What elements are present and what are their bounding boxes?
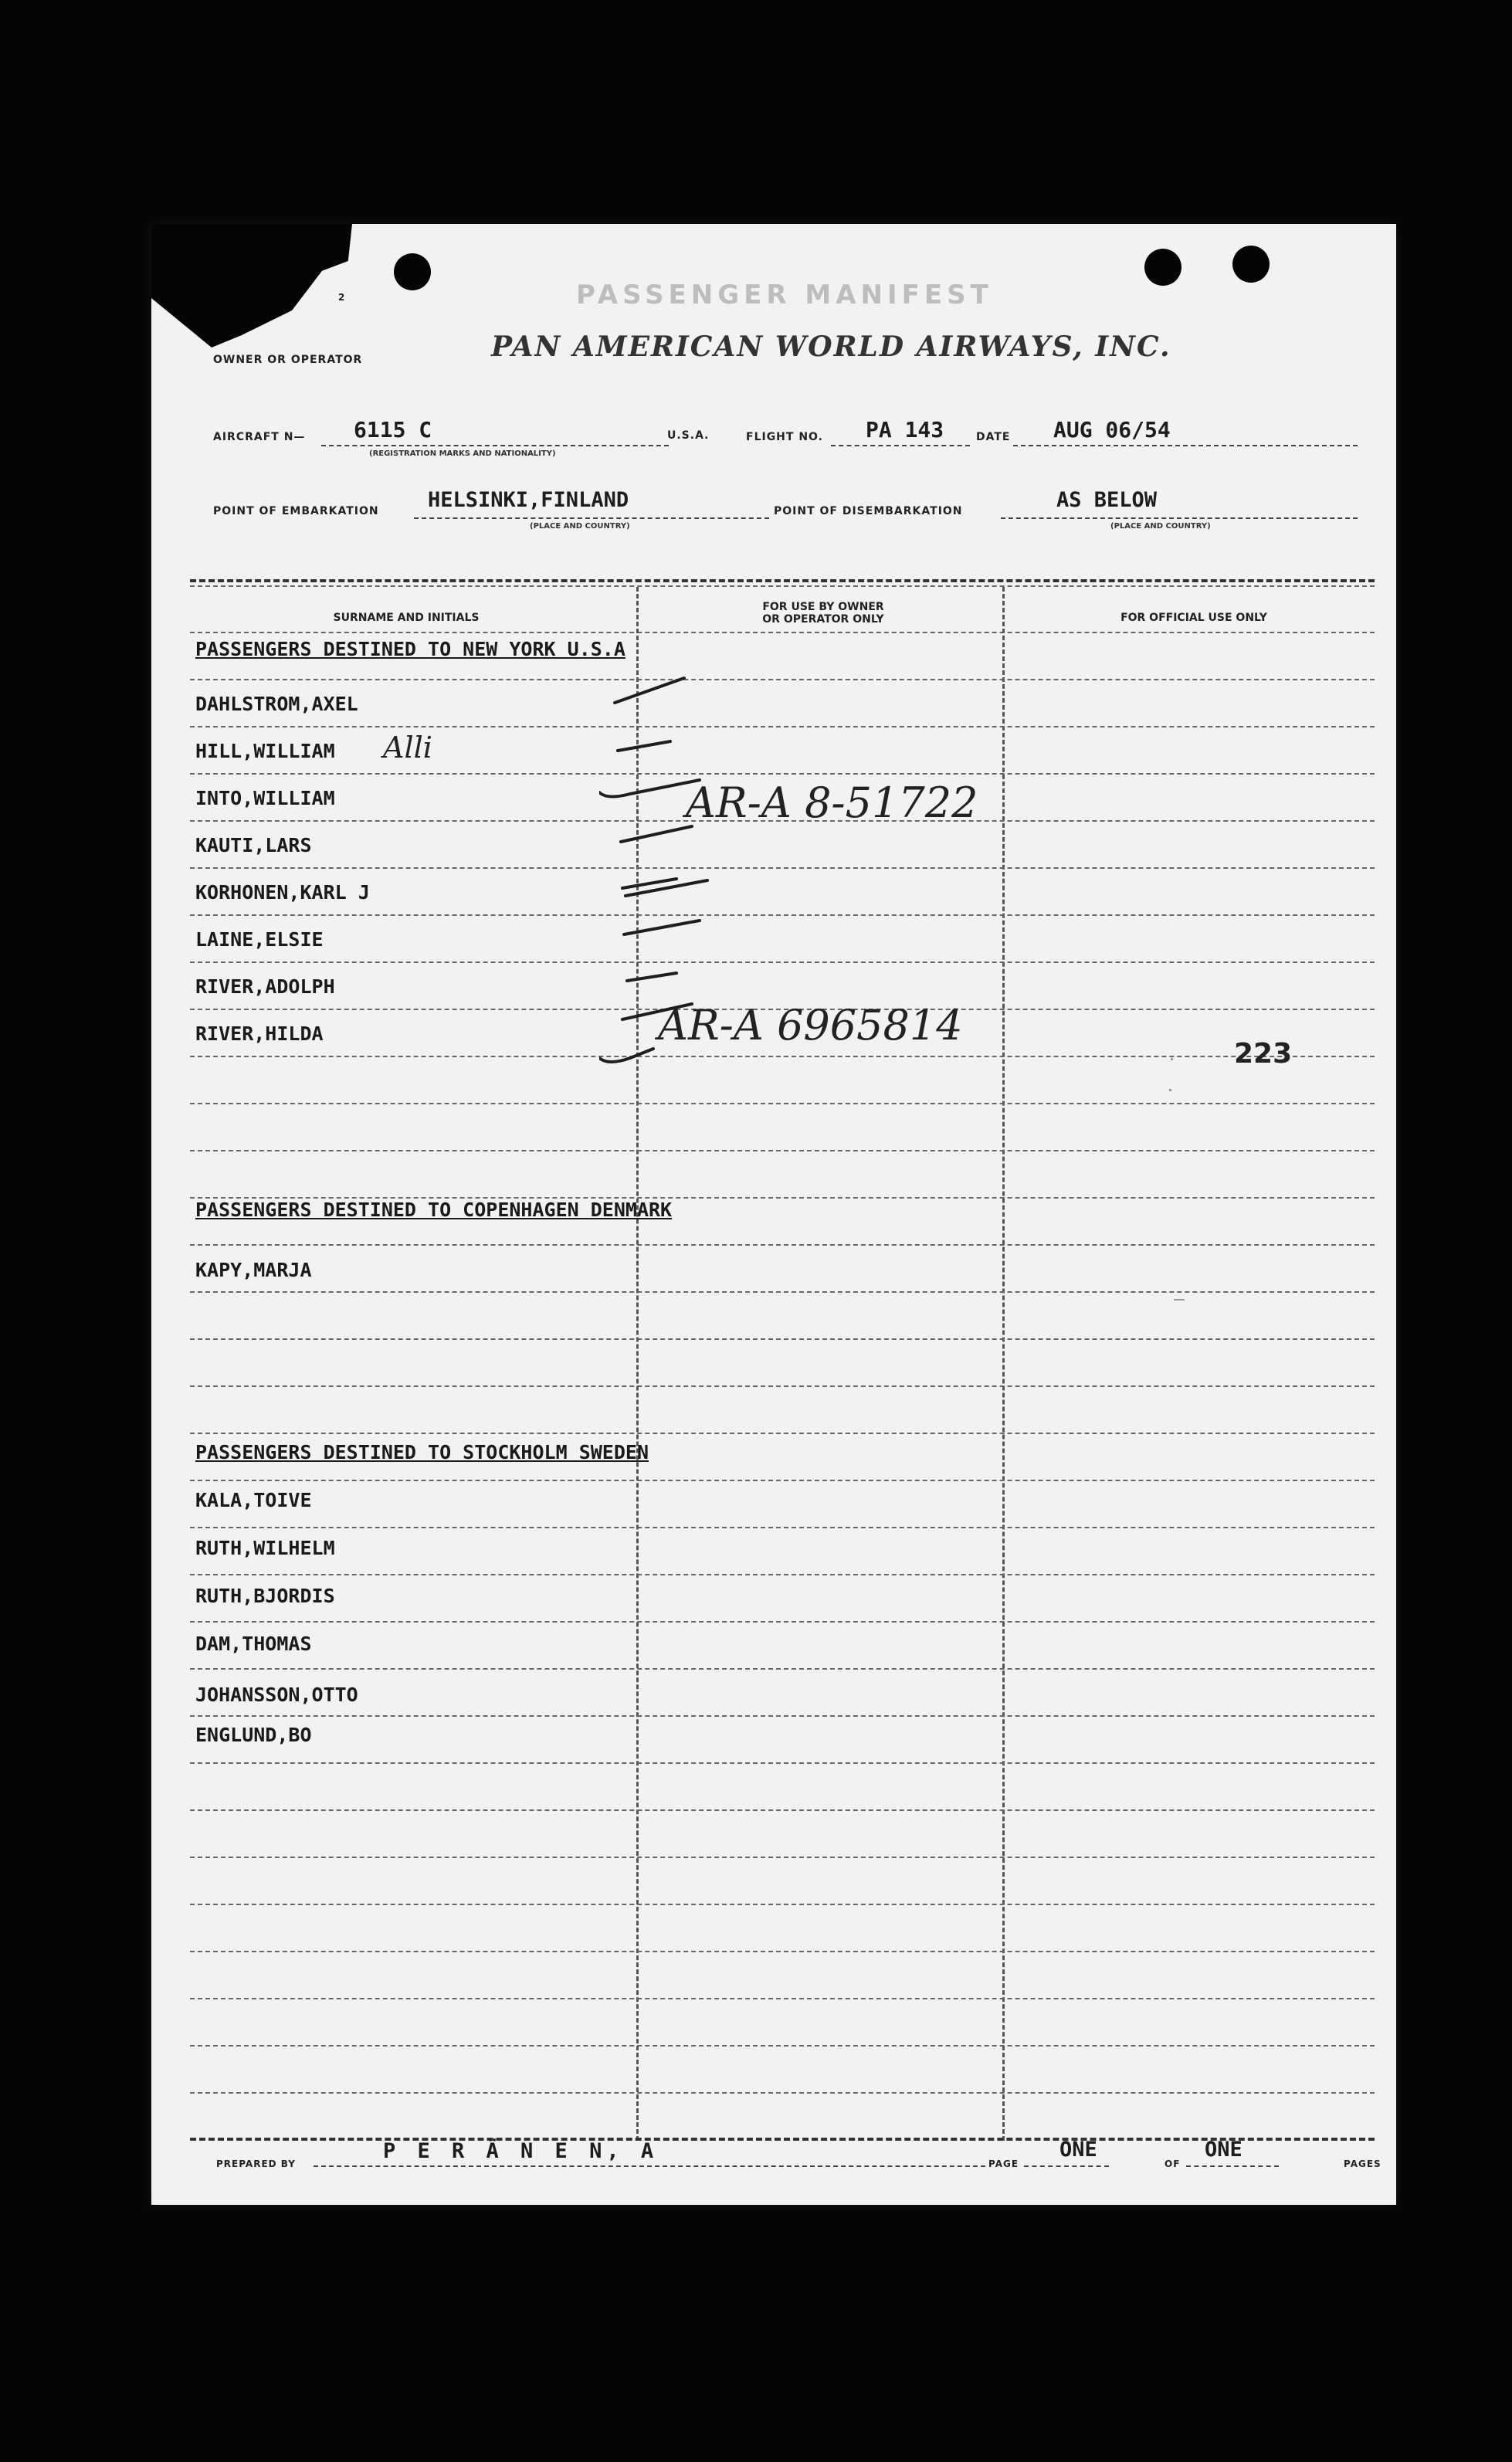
official-stamp-number: 223 — [1234, 1038, 1293, 1070]
passenger-row: RIVER,ADOLPH — [195, 975, 335, 998]
passenger-row: DAM,THOMAS — [195, 1633, 312, 1655]
disembarkation-label: POINT OF DISEMBARKATION — [774, 505, 963, 517]
owner-label: OWNER OR OPERATOR — [213, 354, 363, 366]
flight-label: FLIGHT NO. — [746, 431, 823, 443]
manifest-title: PASSENGER MANIFEST — [576, 280, 993, 310]
disembarkation-value: AS BELOW — [1056, 488, 1158, 512]
passenger-row: JOHANSSON,OTTO — [195, 1684, 358, 1706]
passenger-row: DAHLSTROM,AXEL — [195, 693, 358, 715]
of-label: OF — [1165, 2158, 1181, 2169]
date-value: AUG 06/54 — [1053, 417, 1171, 443]
surname-column-header: SURNAME AND INITIALS — [333, 612, 480, 624]
passenger-row: HILL,WILLIAM — [195, 740, 335, 762]
of-value: ONE — [1205, 2138, 1242, 2162]
passenger-row: RUTH,WILHELM — [195, 1537, 335, 1559]
passenger-row: INTO,WILLIAM — [195, 787, 335, 809]
passenger-row: LAINE,ELSIE — [195, 928, 324, 951]
punch-hole — [394, 253, 431, 290]
owner-use-header-line1: FOR USE BY OWNER — [762, 601, 884, 613]
embarkation-label: POINT OF EMBARKATION — [213, 505, 379, 517]
passenger-row: KORHONEN,KARL J — [195, 881, 370, 904]
handwritten-note-alien-reg-1: AR-A 8-51722 — [686, 778, 978, 827]
passenger-row: KAUTI,LARS — [195, 834, 312, 856]
handwritten-note-alien-reg-2: AR-A 6965814 — [658, 1001, 963, 1050]
country-label: U.S.A. — [667, 429, 710, 442]
date-label: DATE — [976, 431, 1011, 443]
place-note: (PLACE AND COUNTRY) — [530, 522, 630, 531]
passenger-row: ENGLUND,BO — [195, 1724, 312, 1746]
flight-value: PA 143 — [866, 417, 944, 443]
prepared-by-label: PREPARED BY — [216, 2158, 296, 2169]
page-value: ONE — [1059, 2138, 1097, 2162]
section-heading-new-york: PASSENGERS DESTINED TO NEW YORK U.S.A — [195, 638, 625, 660]
registration-note: (REGISTRATION MARKS AND NATIONALITY) — [369, 449, 556, 458]
owner-use-header-line2: OR OPERATOR ONLY — [762, 613, 884, 626]
place-note-2: (PLACE AND COUNTRY) — [1110, 522, 1211, 531]
pages-label: PAGES — [1344, 2158, 1381, 2169]
punch-hole — [1144, 249, 1181, 286]
handwritten-check-marks — [599, 664, 1001, 1236]
aircraft-label: AIRCRAFT N— — [213, 431, 306, 443]
passenger-row: RUTH,BJORDIS — [195, 1585, 335, 1607]
punch-hole — [1232, 246, 1270, 283]
airline-name: PAN AMERICAN WORLD AIRWAYS, INC. — [491, 331, 1171, 363]
passenger-row: RIVER,HILDA — [195, 1022, 324, 1045]
embarkation-value: HELSINKI,FINLAND — [428, 488, 629, 512]
handwritten-note-alli: Alli — [383, 731, 432, 765]
prepared-by-value: P E R Ä N E N, A — [383, 2139, 659, 2163]
passenger-row: KAPY,MARJA — [195, 1259, 312, 1281]
passenger-row: KALA,TOIVE — [195, 1489, 312, 1511]
manifest-page — [151, 224, 1396, 2205]
section-heading-copenhagen: PASSENGERS DESTINED TO COPENHAGEN DENMARK — [195, 1199, 673, 1221]
aircraft-value: 6115 C — [354, 417, 432, 443]
corner-number: 2 — [338, 292, 346, 303]
official-use-header: FOR OFFICIAL USE ONLY — [1120, 612, 1267, 624]
section-heading-stockholm: PASSENGERS DESTINED TO STOCKHOLM SWEDEN — [195, 1441, 649, 1463]
page-label: PAGE — [988, 2158, 1019, 2169]
torn-corner — [151, 224, 352, 348]
